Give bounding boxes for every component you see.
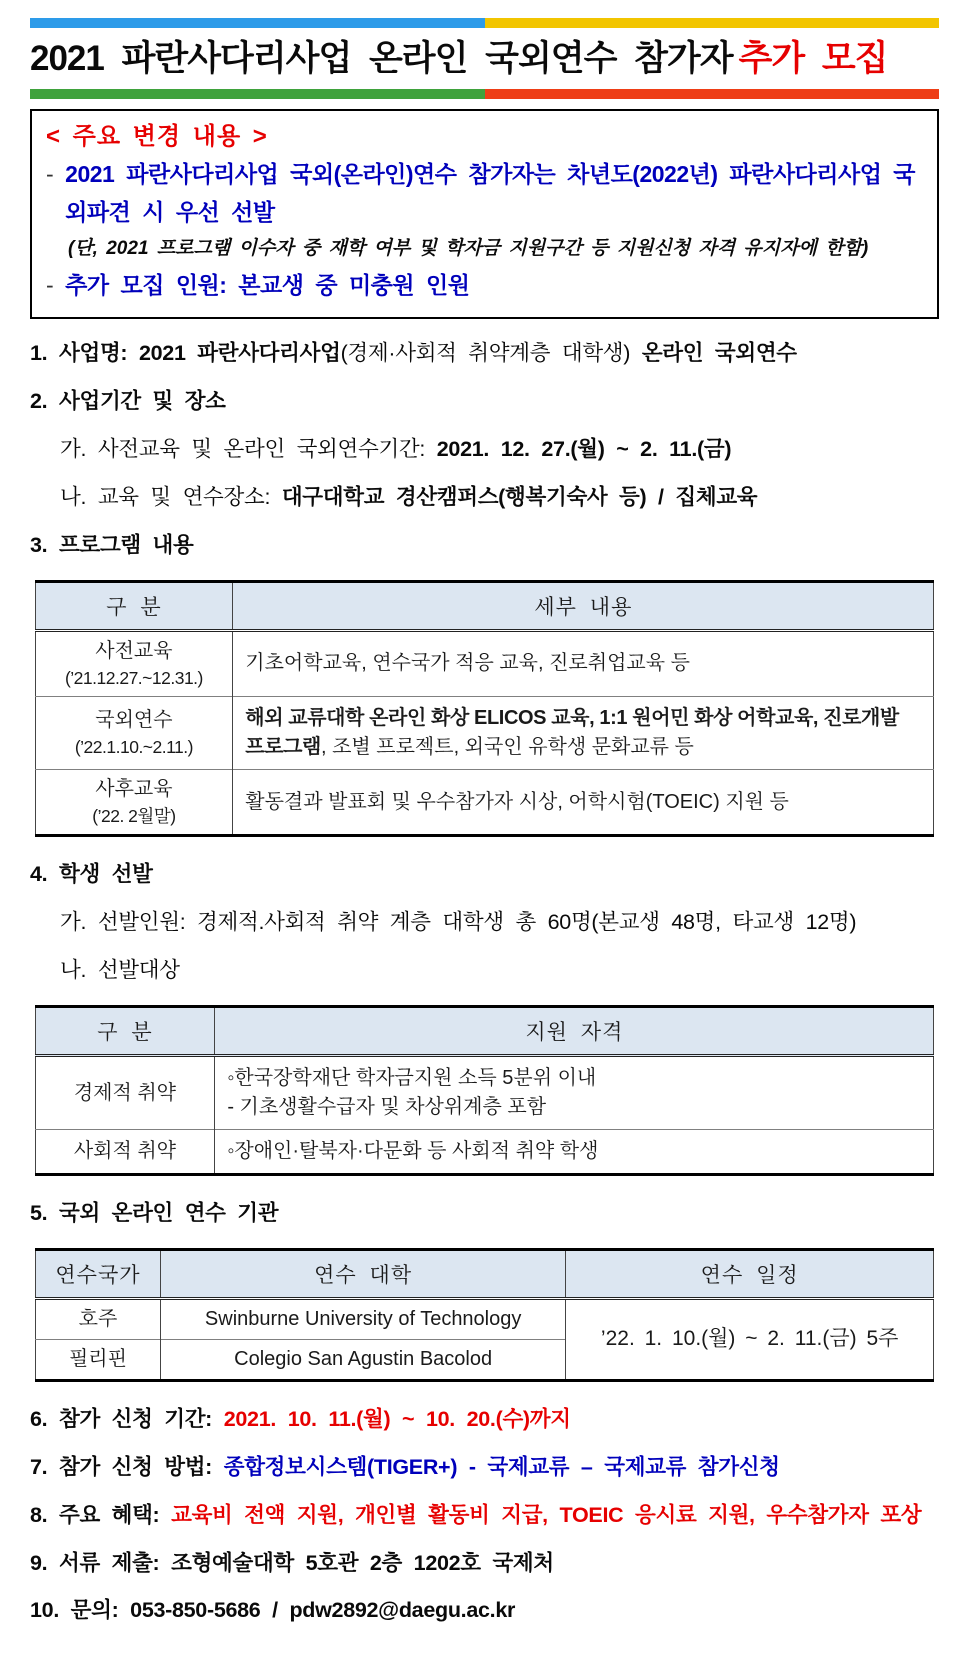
table-row — [35, 630, 934, 696]
program-phase-desc — [233, 697, 934, 770]
program-table-header-category: 구 분 — [35, 581, 233, 630]
selection-eligibility: ◦장애인·탈북자·다문화 등 사회적 취약 학생 — [215, 1130, 934, 1175]
program-phase-desc: 기초어학교육, 연수국가 적응 교육, 진로취업교육 등 — [233, 630, 934, 696]
item-8 — [30, 1502, 939, 1529]
change-box-bullet-1-text: 2021 파란사다리사업 국외(온라인)연수 참가자는 차년도(2022년) 파란사다리사업 국외파견 시 우선 선발 — [65, 160, 916, 225]
institution-university: Colegio San Agustin Bacolod — [161, 1339, 566, 1380]
selection-table — [35, 1005, 935, 1176]
program-phase-cell — [35, 770, 233, 836]
item-1 — [30, 340, 939, 367]
program-phase-date: (’22. 2월말) — [92, 806, 176, 826]
bullet-dash: - — [46, 272, 54, 299]
program-phase-cell — [35, 630, 233, 696]
item-9 — [30, 1550, 939, 1577]
bullet-dash: - — [46, 160, 54, 187]
program-table — [35, 580, 935, 838]
item-6-value: 2021. 10. 11.(월) ~ 10. 20.(수)까지 — [223, 1406, 571, 1431]
program-phase-name: 국외연수 — [95, 708, 173, 731]
item-4a: 가. 선발인원: 경제적.사회적 취약 계층 대학생 총 60명(본교생 48명, 타교생 12명) — [60, 910, 857, 935]
selection-category: 사회적 취약 — [35, 1130, 215, 1175]
program-phase-desc: 활동결과 발표회 및 우수참가자 시상, 어학시험(TOEIC) 지원 등 — [233, 770, 934, 836]
table-row — [35, 1298, 934, 1339]
item-6-label: 6. 참가 신청 기간: — [30, 1406, 213, 1431]
selection-table-header-eligibility: 지원 자격 — [215, 1007, 934, 1056]
item-9-value: 조형예술대학 5호관 2층 1202호 국제처 — [171, 1550, 554, 1575]
top-stripe-blue — [30, 18, 485, 28]
selection-eligibility — [215, 1056, 934, 1130]
item-2 — [30, 388, 939, 415]
institution-table-header-university: 연수 대학 — [161, 1249, 566, 1298]
program-phase-desc-normal: , 조별 프로젝트, 외국인 유학생 문화교류 등 — [320, 736, 694, 758]
change-box-bullet-2-text: 추가 모집 인원: 본교생 중 미충원 인원 — [65, 272, 470, 299]
selection-eligibility-line: ◦한국장학재단 학자금지원 소득 5분위 이내 — [227, 1067, 597, 1089]
item-2a — [60, 436, 939, 463]
item-2a-period: 2021. 12. 27.(월) ~ 2. 11.(금) — [436, 437, 732, 461]
institution-table-header-row — [35, 1249, 934, 1298]
item-9-label: 9. 서류 제출: — [30, 1550, 160, 1575]
item-2b-place: 대구대학교 경산캠퍼스(행복기숙사 등) / 집체교육 — [281, 484, 758, 509]
item-3 — [30, 532, 939, 559]
item-8-value: 교육비 전액 지원, 개인별 활동비 지급, TOEIC 응시료 지원, 우수참가자 포상 — [171, 1502, 922, 1527]
program-phase-desc-bold: 해외 교류대학 온라인 화상 ELICOS 교육, 1:1 원어민 화상 어학교육, 진로개발 프로그램 — [245, 707, 899, 758]
page-title — [30, 37, 939, 81]
item-10-value: 053-850-5686 / pdw2892@daegu.ac.kr — [130, 1598, 516, 1623]
divider-stripe-green — [30, 89, 485, 99]
program-phase-name: 사전교육 — [95, 639, 173, 662]
change-box-note: (단, 2021 프로그램 이수자 중 재학 여부 및 학자금 지원구간 등 지원신청 자격 유지자에 한함) — [68, 237, 869, 259]
institution-table — [35, 1248, 935, 1382]
item-8-label: 8. 주요 혜택: — [30, 1502, 160, 1527]
selection-eligibility-line: - 기초생활수급자 및 차상위계층 포함 — [227, 1096, 547, 1118]
institution-schedule: ’22. 1. 10.(월) ~ 2. 11.(금) 5주 — [565, 1298, 934, 1380]
selection-table-header-category: 구 분 — [35, 1007, 215, 1056]
institution-country: 필리핀 — [35, 1339, 161, 1380]
title-main: 2021 파란사다리사업 온라인 국외연수 참가자 — [30, 39, 733, 78]
institution-country: 호주 — [78, 1307, 118, 1330]
item-1-target-group: (경제·사회적 취약계층 대학생) — [340, 341, 631, 366]
item-2a-prefix: 가. 사전교육 및 온라인 국외연수기간: — [60, 437, 426, 461]
item-1-program: 2021 파란사다리사업 — [138, 341, 341, 366]
change-notice-box — [30, 109, 939, 320]
change-box-bullet-1 — [46, 156, 921, 232]
divider-stripe-red — [485, 89, 940, 99]
selection-category: 경제적 취약 — [73, 1081, 177, 1104]
item-7-value: 종합정보시스템(TIGER+) - 국제교류 – 국제교류 참가신청 — [223, 1454, 780, 1479]
program-table-header-detail: 세부 내용 — [233, 581, 934, 630]
selection-table-header-row — [35, 1007, 934, 1056]
program-phase-name: 사후교육 — [95, 778, 173, 800]
item-10-label: 10. 문의: — [30, 1598, 119, 1623]
item-2b-prefix: 나. 교육 및 연수장소: — [60, 484, 271, 509]
program-phase-date: (’21.12.27.~12.31.) — [64, 667, 203, 688]
program-table-header-row — [35, 581, 934, 630]
item-1-label: 1. 사업명: — [30, 341, 128, 366]
item-10 — [30, 1597, 939, 1624]
program-phase-cell — [35, 697, 233, 770]
table-row — [35, 770, 934, 836]
item-6 — [30, 1406, 939, 1433]
item-5 — [30, 1200, 939, 1227]
item-3-label: 3. 프로그램 내용 — [30, 532, 194, 557]
item-5-label: 5. 국외 온라인 연수 기관 — [30, 1201, 279, 1225]
institution-table-header-schedule: 연수 일정 — [565, 1249, 934, 1298]
change-box-heading: < 주요 변경 내용 > — [46, 122, 268, 150]
divider-stripe — [30, 89, 939, 99]
item-1-type: 온라인 국외연수 — [641, 341, 797, 366]
item-4-label: 4. 학생 선발 — [30, 862, 153, 887]
top-stripe-yellow — [485, 18, 940, 28]
item-4b: 나. 선발대상 — [60, 958, 180, 983]
table-row — [35, 1056, 934, 1130]
institution-university: Swinburne University of Technology — [161, 1298, 566, 1339]
item-7-label: 7. 참가 신청 방법: — [30, 1454, 213, 1479]
program-phase-date: (’22.1.10.~2.11.) — [74, 736, 193, 757]
item-7 — [30, 1454, 939, 1481]
top-stripe — [30, 18, 939, 28]
table-row — [35, 697, 934, 770]
title-highlight: 추가 모집 — [738, 39, 888, 78]
table-row — [35, 1130, 934, 1175]
institution-table-header-country: 연수국가 — [35, 1249, 161, 1298]
item-2b — [60, 484, 939, 511]
item-2-label: 2. 사업기간 및 장소 — [30, 389, 226, 414]
change-box-bullet-2 — [46, 267, 921, 305]
item-4 — [30, 861, 939, 888]
